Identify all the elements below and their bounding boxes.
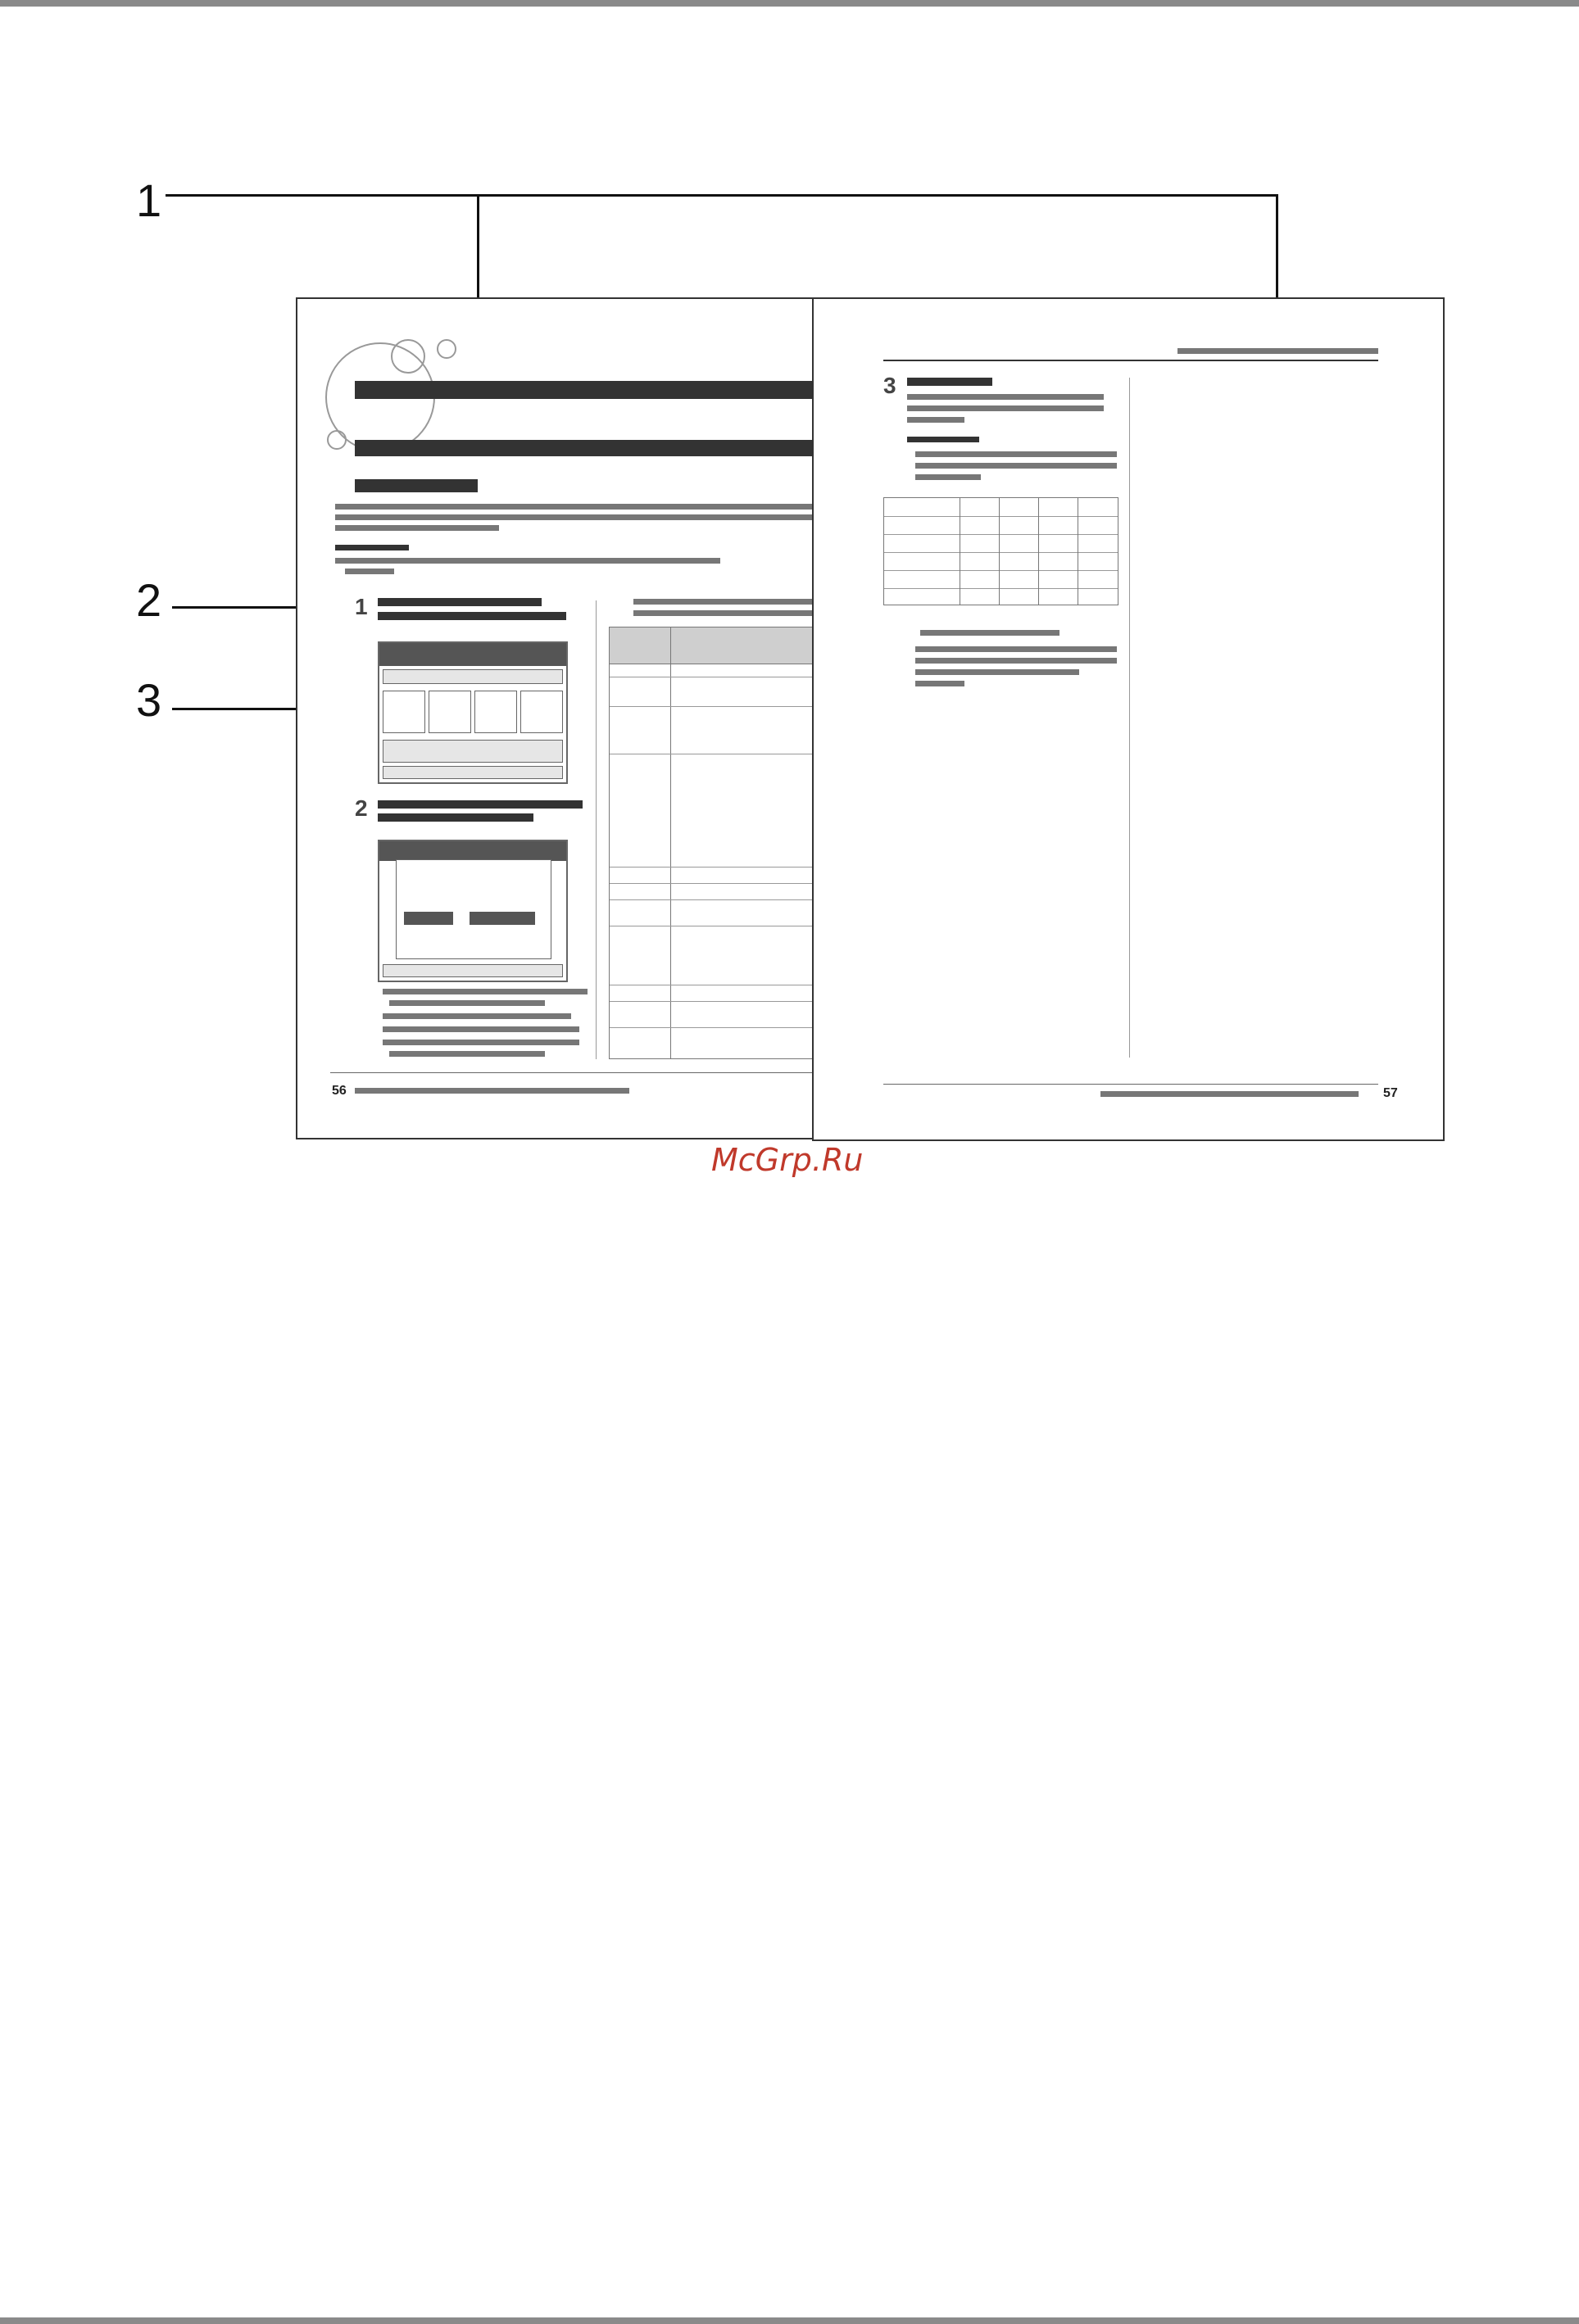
screen-footer	[383, 766, 563, 779]
right-footer-text	[1100, 1091, 1359, 1097]
screen-header	[379, 643, 566, 666]
table-intro-line	[633, 599, 814, 605]
callout-1: 1	[136, 174, 162, 226]
bullet-line	[915, 669, 1079, 675]
watermark: McGrp.Ru	[711, 1142, 864, 1178]
screen-tab-row	[383, 669, 563, 684]
screen-button	[383, 691, 425, 733]
column-divider	[1129, 378, 1130, 1058]
note-line	[915, 474, 981, 480]
note-line	[915, 463, 1117, 469]
bullet-line	[383, 1013, 571, 1019]
callout-2: 2	[136, 574, 162, 626]
left-footer-line	[330, 1072, 822, 1073]
right-page	[812, 297, 1445, 1141]
note-line	[345, 569, 394, 574]
step-3-text	[907, 378, 992, 386]
screen-footer	[383, 964, 563, 977]
decor-ring-tiny	[327, 430, 347, 450]
note-line	[335, 558, 720, 564]
screen-button	[520, 691, 563, 733]
availability-table	[883, 497, 1118, 605]
step-1-text	[378, 598, 542, 606]
section-subtitle	[355, 479, 478, 492]
section-title	[355, 440, 814, 456]
bullet-line	[389, 1000, 545, 1006]
bullet-line	[383, 1026, 579, 1032]
screen-button	[474, 691, 517, 733]
screen-image-2	[378, 840, 568, 982]
note-heading	[335, 545, 409, 550]
right-page-number: 57	[1383, 1086, 1398, 1100]
step-2-text	[378, 813, 533, 822]
callout-3: 3	[136, 674, 162, 726]
intro-line	[335, 504, 814, 510]
table-intro-line	[633, 610, 814, 616]
bottom-border	[0, 2317, 1579, 2324]
note-line	[915, 451, 1117, 457]
legend-line	[920, 630, 1059, 636]
column-divider	[596, 600, 597, 1059]
chapter-title	[355, 381, 814, 399]
step-1-text	[378, 612, 566, 620]
dialog-option-highlight	[470, 912, 535, 925]
header-rule	[883, 360, 1378, 361]
table-column-divider	[670, 627, 671, 1058]
bullet-line	[915, 658, 1117, 664]
intro-line	[335, 514, 814, 520]
right-footer-line	[883, 1084, 1378, 1085]
step-2-number: 2	[355, 795, 368, 821]
bullet-line	[389, 1051, 545, 1057]
callout-1-horizontal	[166, 194, 1278, 197]
table-column-divider	[1038, 498, 1039, 605]
step-3-body	[907, 405, 1104, 411]
step-3-number: 3	[883, 373, 896, 398]
table-row-divider	[884, 570, 1118, 571]
bullet-line	[383, 1040, 579, 1045]
intro-line	[335, 525, 499, 531]
screen-control-row	[383, 740, 563, 763]
screen-header	[379, 841, 566, 861]
table-column-divider	[999, 498, 1000, 605]
table-row-divider	[884, 516, 1118, 517]
note-heading	[907, 437, 979, 442]
decor-ring-medium	[391, 339, 425, 374]
dialog-selected-item	[404, 912, 453, 925]
table-row-divider	[884, 552, 1118, 553]
bullet-line	[383, 989, 588, 994]
screen-image-1	[378, 641, 568, 784]
dialog-panel	[396, 859, 551, 959]
screen-button	[429, 691, 471, 733]
bullet-line	[915, 646, 1117, 652]
step-1-number: 1	[355, 594, 368, 619]
top-border	[0, 0, 1579, 7]
left-page-number: 56	[332, 1084, 347, 1098]
step-2-text	[378, 800, 583, 809]
table-row-divider	[884, 534, 1118, 535]
step-3-body	[907, 417, 964, 423]
running-header	[1177, 348, 1378, 354]
left-footer-text	[355, 1088, 629, 1094]
step-3-body	[907, 394, 1104, 400]
table-row-divider	[884, 588, 1118, 589]
decor-ring-small	[437, 339, 456, 359]
bullet-line	[915, 681, 964, 686]
